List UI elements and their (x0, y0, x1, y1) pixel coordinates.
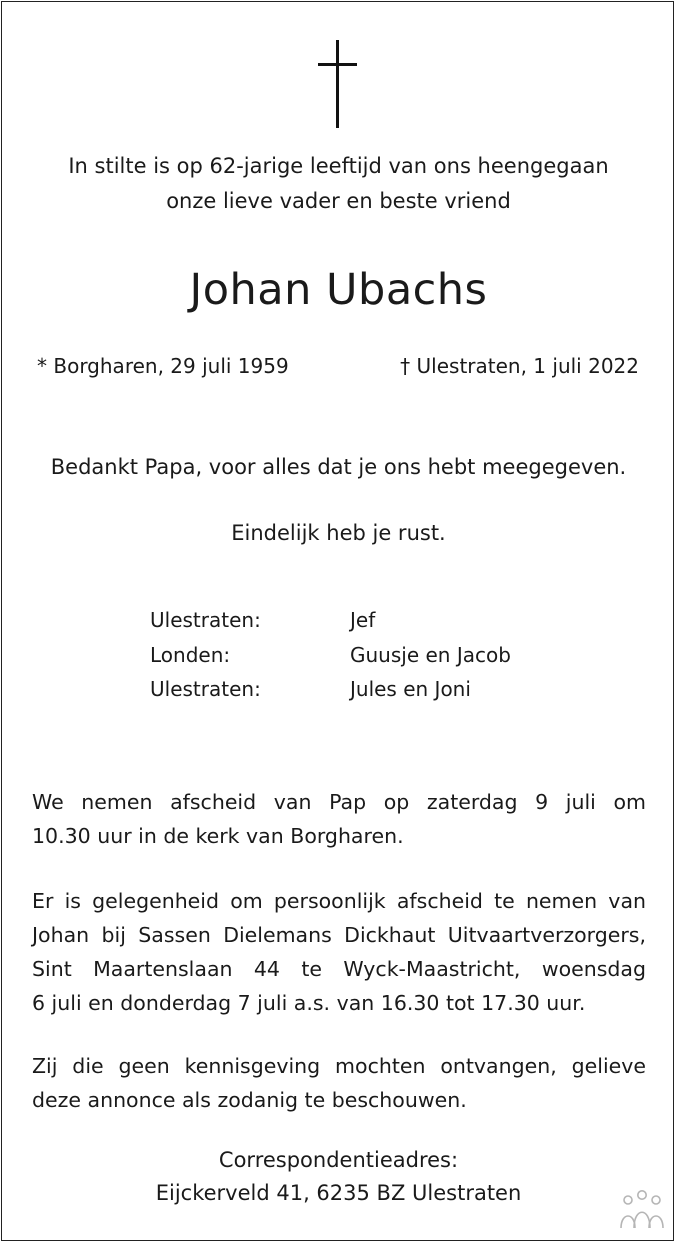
farewell-line: 10.30 uur in de kerk van Borgharen. (32, 824, 404, 848)
birth-date: * Borgharen, 29 juli 1959 (37, 354, 289, 378)
intro-line-1: In stilte is op 62-jarige leeftijd van ons heengegaan (68, 154, 609, 178)
visitation-paragraph (32, 884, 646, 1020)
notice-line: Zij die geen kennisgeving mochten ontvangen, gelieve (32, 1054, 646, 1078)
visitation-line: 6 juli en donderdag 7 juli a.s. van 16.30 tot 17.30 uur. (32, 991, 586, 1015)
cross-icon (318, 40, 358, 128)
family-place: Londen: (150, 643, 231, 667)
thanks-line: Bedankt Papa, voor alles dat je ons hebt meegegeven. (50, 455, 627, 479)
farewell-line: We nemen afscheid van Pap op zaterdag 9 juli om (32, 790, 646, 814)
family-names: Jef (350, 608, 376, 632)
rest-line: Eindelijk heb je rust. (231, 521, 446, 545)
visitation-line: Johan bij Sassen Dielemans Dickhaut Uitvaartverzorgers, (32, 923, 646, 947)
people-group-logo-icon (618, 1188, 666, 1230)
notice-line: deze annonce als zodanig te beschouwen. (32, 1088, 467, 1112)
family-names: Guusje en Jacob (350, 643, 511, 667)
correspondence-address: Eijckerveld 41, 6235 BZ Ulestraten (155, 1181, 522, 1205)
family-names: Jules en Joni (350, 677, 471, 701)
family-place: Ulestraten: (150, 677, 261, 701)
notice-paragraph (32, 1049, 646, 1117)
death-date: † Ulestraten, 1 juli 2022 (400, 354, 639, 378)
correspondence-label: Correspondentieadres: (218, 1148, 459, 1172)
farewell-paragraph (32, 785, 646, 853)
visitation-line: Er is gelegenheid om persoonlijk afscheid te nemen van (32, 889, 646, 913)
intro-line-2: onze lieve vader en beste vriend (166, 189, 511, 213)
deceased-name: Johan Ubachs (189, 265, 488, 315)
family-place: Ulestraten: (150, 608, 261, 632)
visitation-line: Sint Maartenslaan 44 te Wyck-Maastricht, woensdag (32, 957, 646, 981)
